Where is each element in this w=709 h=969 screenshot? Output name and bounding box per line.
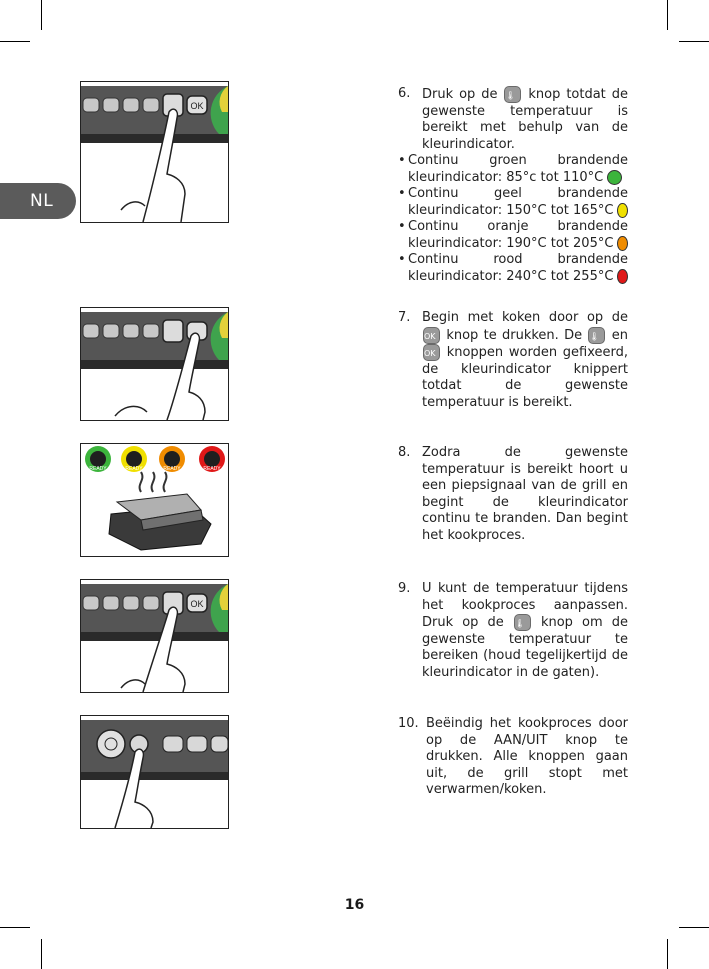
- step-9-text-b: knop om de gewenste temperatuur te bereiken (houd tegelijkertijd de kleurindicator in de gaten).: [422, 615, 628, 680]
- illustration-press-power-button: [80, 715, 229, 829]
- crop-mark: [0, 927, 30, 928]
- ok-label: OK: [190, 599, 204, 609]
- indicator-red-item: • Continu rood brandende kleurindicator: 240°C tot 255°C: [398, 252, 628, 285]
- svg-text:READY: READY: [203, 466, 221, 472]
- green-indicator-icon: [607, 170, 622, 185]
- indicator-orange-item: • Continu oranje brandende kleurindicator: 190°C tot 205°C: [398, 219, 628, 252]
- illustration-ready-indicators-grill: [80, 443, 229, 557]
- crop-mark: [679, 41, 709, 42]
- crop-mark: [667, 939, 668, 969]
- crop-mark: [41, 0, 42, 30]
- step-8-text: Zodra de gewenste temperatuur is bereikt hoort u een piepsignaal van de grill en begint de kleurindicator continu te branden. Dan begint het kookproces.: [422, 445, 628, 543]
- crop-mark: [667, 0, 668, 30]
- step-number: 7.: [398, 310, 411, 325]
- step-number: 6.: [398, 86, 411, 101]
- ready-indicator-red: [199, 446, 225, 472]
- orange-indicator-icon: [617, 236, 628, 251]
- svg-text:READY: READY: [89, 466, 107, 472]
- thermometer-button-icon: 🌡: [588, 327, 605, 344]
- step-7-text-a: Begin met koken door op de: [422, 310, 628, 325]
- ok-button-icon: OK: [423, 344, 440, 361]
- indicator-green-item: • Continu groen brandende kleurindicator: 85°c tot 110°C: [398, 153, 628, 186]
- step-7-text-b: knop te drukken. De: [446, 327, 583, 343]
- step-7-text-rest: knoppen worden gefixeerd, de kleurindicator knippert totdat de gewenste temperatuur is bereikt.: [422, 345, 628, 410]
- red-indicator-icon: [617, 269, 628, 284]
- language-tab: NL: [0, 183, 76, 219]
- step-6-text-rest: de gewenste temperatuur is bereikt met behulp van de kleurindicator.: [422, 87, 628, 152]
- step-number: 8.: [398, 445, 411, 460]
- ok-button-icon: OK: [423, 327, 440, 344]
- svg-text:READY: READY: [163, 466, 181, 472]
- thermometer-button-icon: 🌡: [504, 86, 521, 103]
- step-6: [398, 86, 628, 285]
- step-9-text-a: U kunt de temperatuur tijdens het kookproces aanpassen. Druk op de: [422, 581, 628, 630]
- step-6-text-b: knop totdat: [528, 87, 606, 102]
- crop-mark: [41, 939, 42, 969]
- illustration-press-ok-button: [80, 307, 229, 421]
- step-10-text: Beëindig het kookproces door op de AAN/UIT knop te drukken. Alle knoppen gaan uit, de grill stopt met verwarmen/koken.: [426, 716, 628, 797]
- yellow-indicator-icon: [617, 203, 628, 218]
- illustration-adjust-temperature: [80, 579, 229, 693]
- ready-indicator-orange: [159, 446, 185, 472]
- step-number: 10.: [398, 716, 419, 731]
- ready-indicator-yellow: [121, 446, 147, 472]
- illustration-press-temperature-button: [80, 81, 229, 223]
- step-8: [398, 445, 628, 544]
- svg-text:READY: READY: [125, 466, 143, 472]
- step-7-text-c: en: [611, 327, 628, 343]
- page-number: 16: [344, 897, 365, 913]
- step-10: [398, 716, 628, 799]
- thermometer-button-icon: 🌡: [514, 614, 531, 631]
- crop-mark: [0, 41, 30, 42]
- step-6-text-a: Druk op de: [422, 87, 498, 102]
- ready-indicator-green: [85, 446, 111, 472]
- indicator-yellow-item: • Continu geel brandende kleurindicator: 150°C tot 165°C: [398, 186, 628, 219]
- step-number: 9.: [398, 581, 411, 596]
- ok-label: OK: [190, 101, 204, 111]
- step-7: [398, 310, 628, 411]
- step-9: [398, 581, 628, 681]
- crop-mark: [679, 927, 709, 928]
